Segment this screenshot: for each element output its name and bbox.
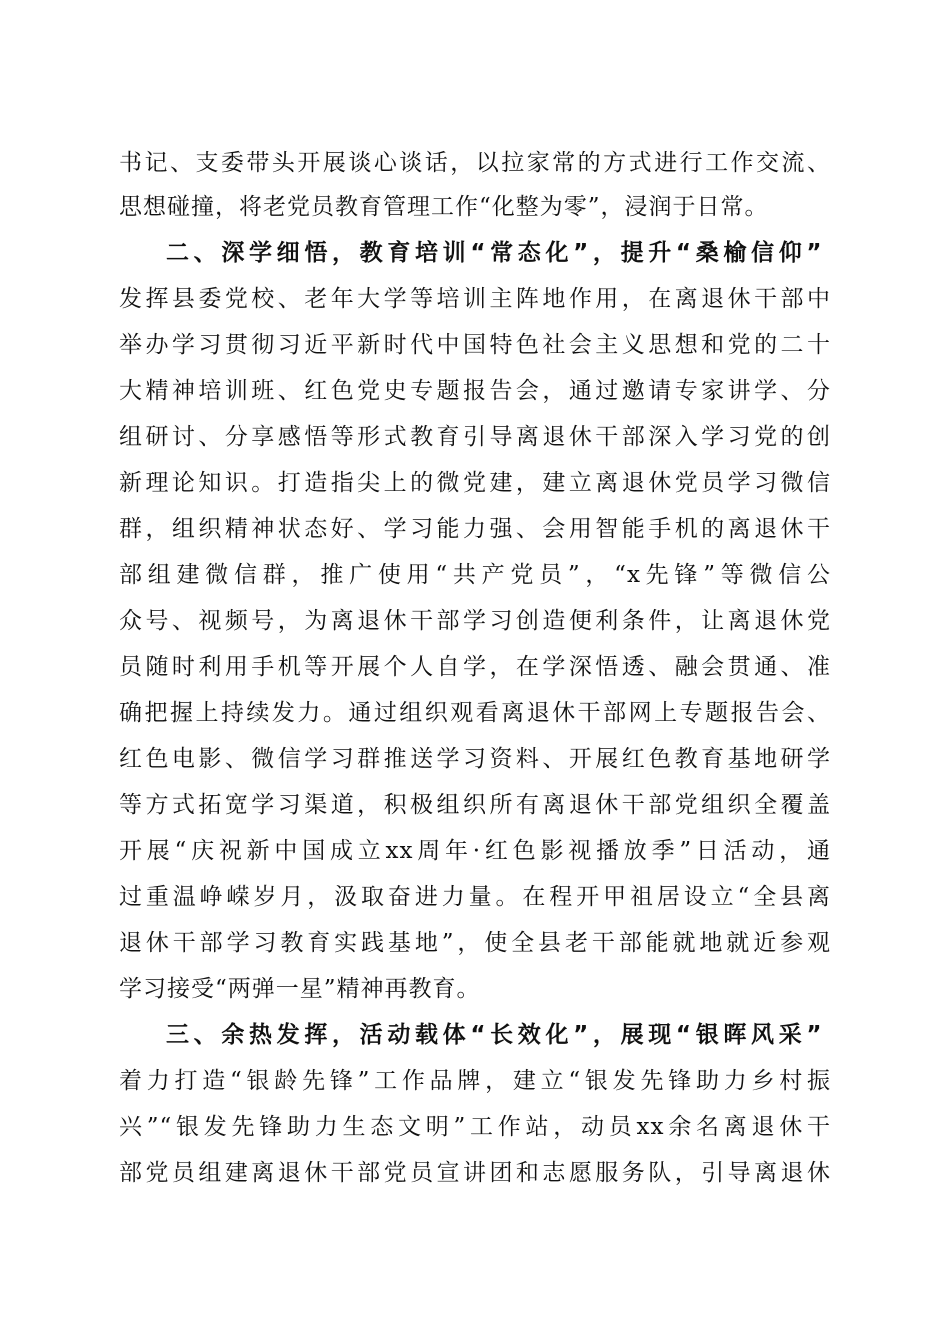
paragraph-line: 着力打造“银龄先锋”工作品牌，建立“银发先锋助力乡村振	[119, 1068, 831, 1094]
paragraph-line: 退休干部学习教育实践基地”，使全县老干部能就地就近参观	[119, 930, 831, 956]
paragraph-line: 过重温峥嵘岁月，汲取奋进力量。在程开甲祖居设立“全县离	[119, 884, 831, 910]
paragraph-line: 组研讨、分享感悟等形式教育引导离退休干部深入学习党的创	[119, 424, 831, 450]
paragraph-line: 兴”“银发先锋助力生态文明”工作站，动员xx余名离退休干	[119, 1114, 831, 1140]
paragraph-line: 员随时利用手机等开展个人自学，在学深悟透、融会贯通、准	[119, 654, 831, 680]
paragraph-line: 等方式拓宽学习渠道，积极组织所有离退休干部党组织全覆盖	[119, 792, 831, 818]
paragraph-line: 学习接受“两弹一星”精神再教育。	[119, 976, 481, 1002]
section-heading-2: 二、深学细悟，教育培训“常态化”，提升“桑榆信仰”	[166, 240, 822, 266]
paragraph-line: 思想碰撞，将老党员教育管理工作“化整为零”，浸润于日常。	[119, 194, 769, 220]
paragraph-line: 部党员组建离退休干部党员宣讲团和志愿服务队，引导离退休	[119, 1160, 831, 1186]
paragraph-line: 红色电影、微信学习群推送学习资料、开展红色教育基地研学	[119, 746, 831, 772]
paragraph-line: 确把握上持续发力。通过组织观看离退休干部网上专题报告会、	[119, 700, 831, 726]
section-heading-3: 三、余热发挥，活动载体“长效化”，展现“银晖风采”	[166, 1022, 822, 1048]
paragraph-line: 群，组织精神状态好、学习能力强、会用智能手机的离退休干	[119, 516, 831, 542]
paragraph-line: 部组建微信群，推广使用“共产党员”，“x先锋”等微信公	[119, 562, 831, 588]
paragraph-line: 书记、支委带头开展谈心谈话，以拉家常的方式进行工作交流、	[119, 150, 831, 176]
paragraph-line: 发挥县委党校、老年大学等培训主阵地作用，在离退休干部中	[119, 286, 831, 312]
paragraph-line: 举办学习贯彻习近平新时代中国特色社会主义思想和党的二十	[119, 332, 831, 358]
paragraph-line: 大精神培训班、红色党史专题报告会，通过邀请专家讲学、分	[119, 378, 831, 404]
paragraph-line: 众号、视频号，为离退休干部学习创造便利条件，让离退休党	[119, 608, 831, 634]
paragraph-line: 开展“庆祝新中国成立xx周年·红色影视播放季”日活动，通	[119, 838, 831, 864]
paragraph-line: 新理论知识。打造指尖上的微党建，建立离退休党员学习微信	[119, 470, 831, 496]
